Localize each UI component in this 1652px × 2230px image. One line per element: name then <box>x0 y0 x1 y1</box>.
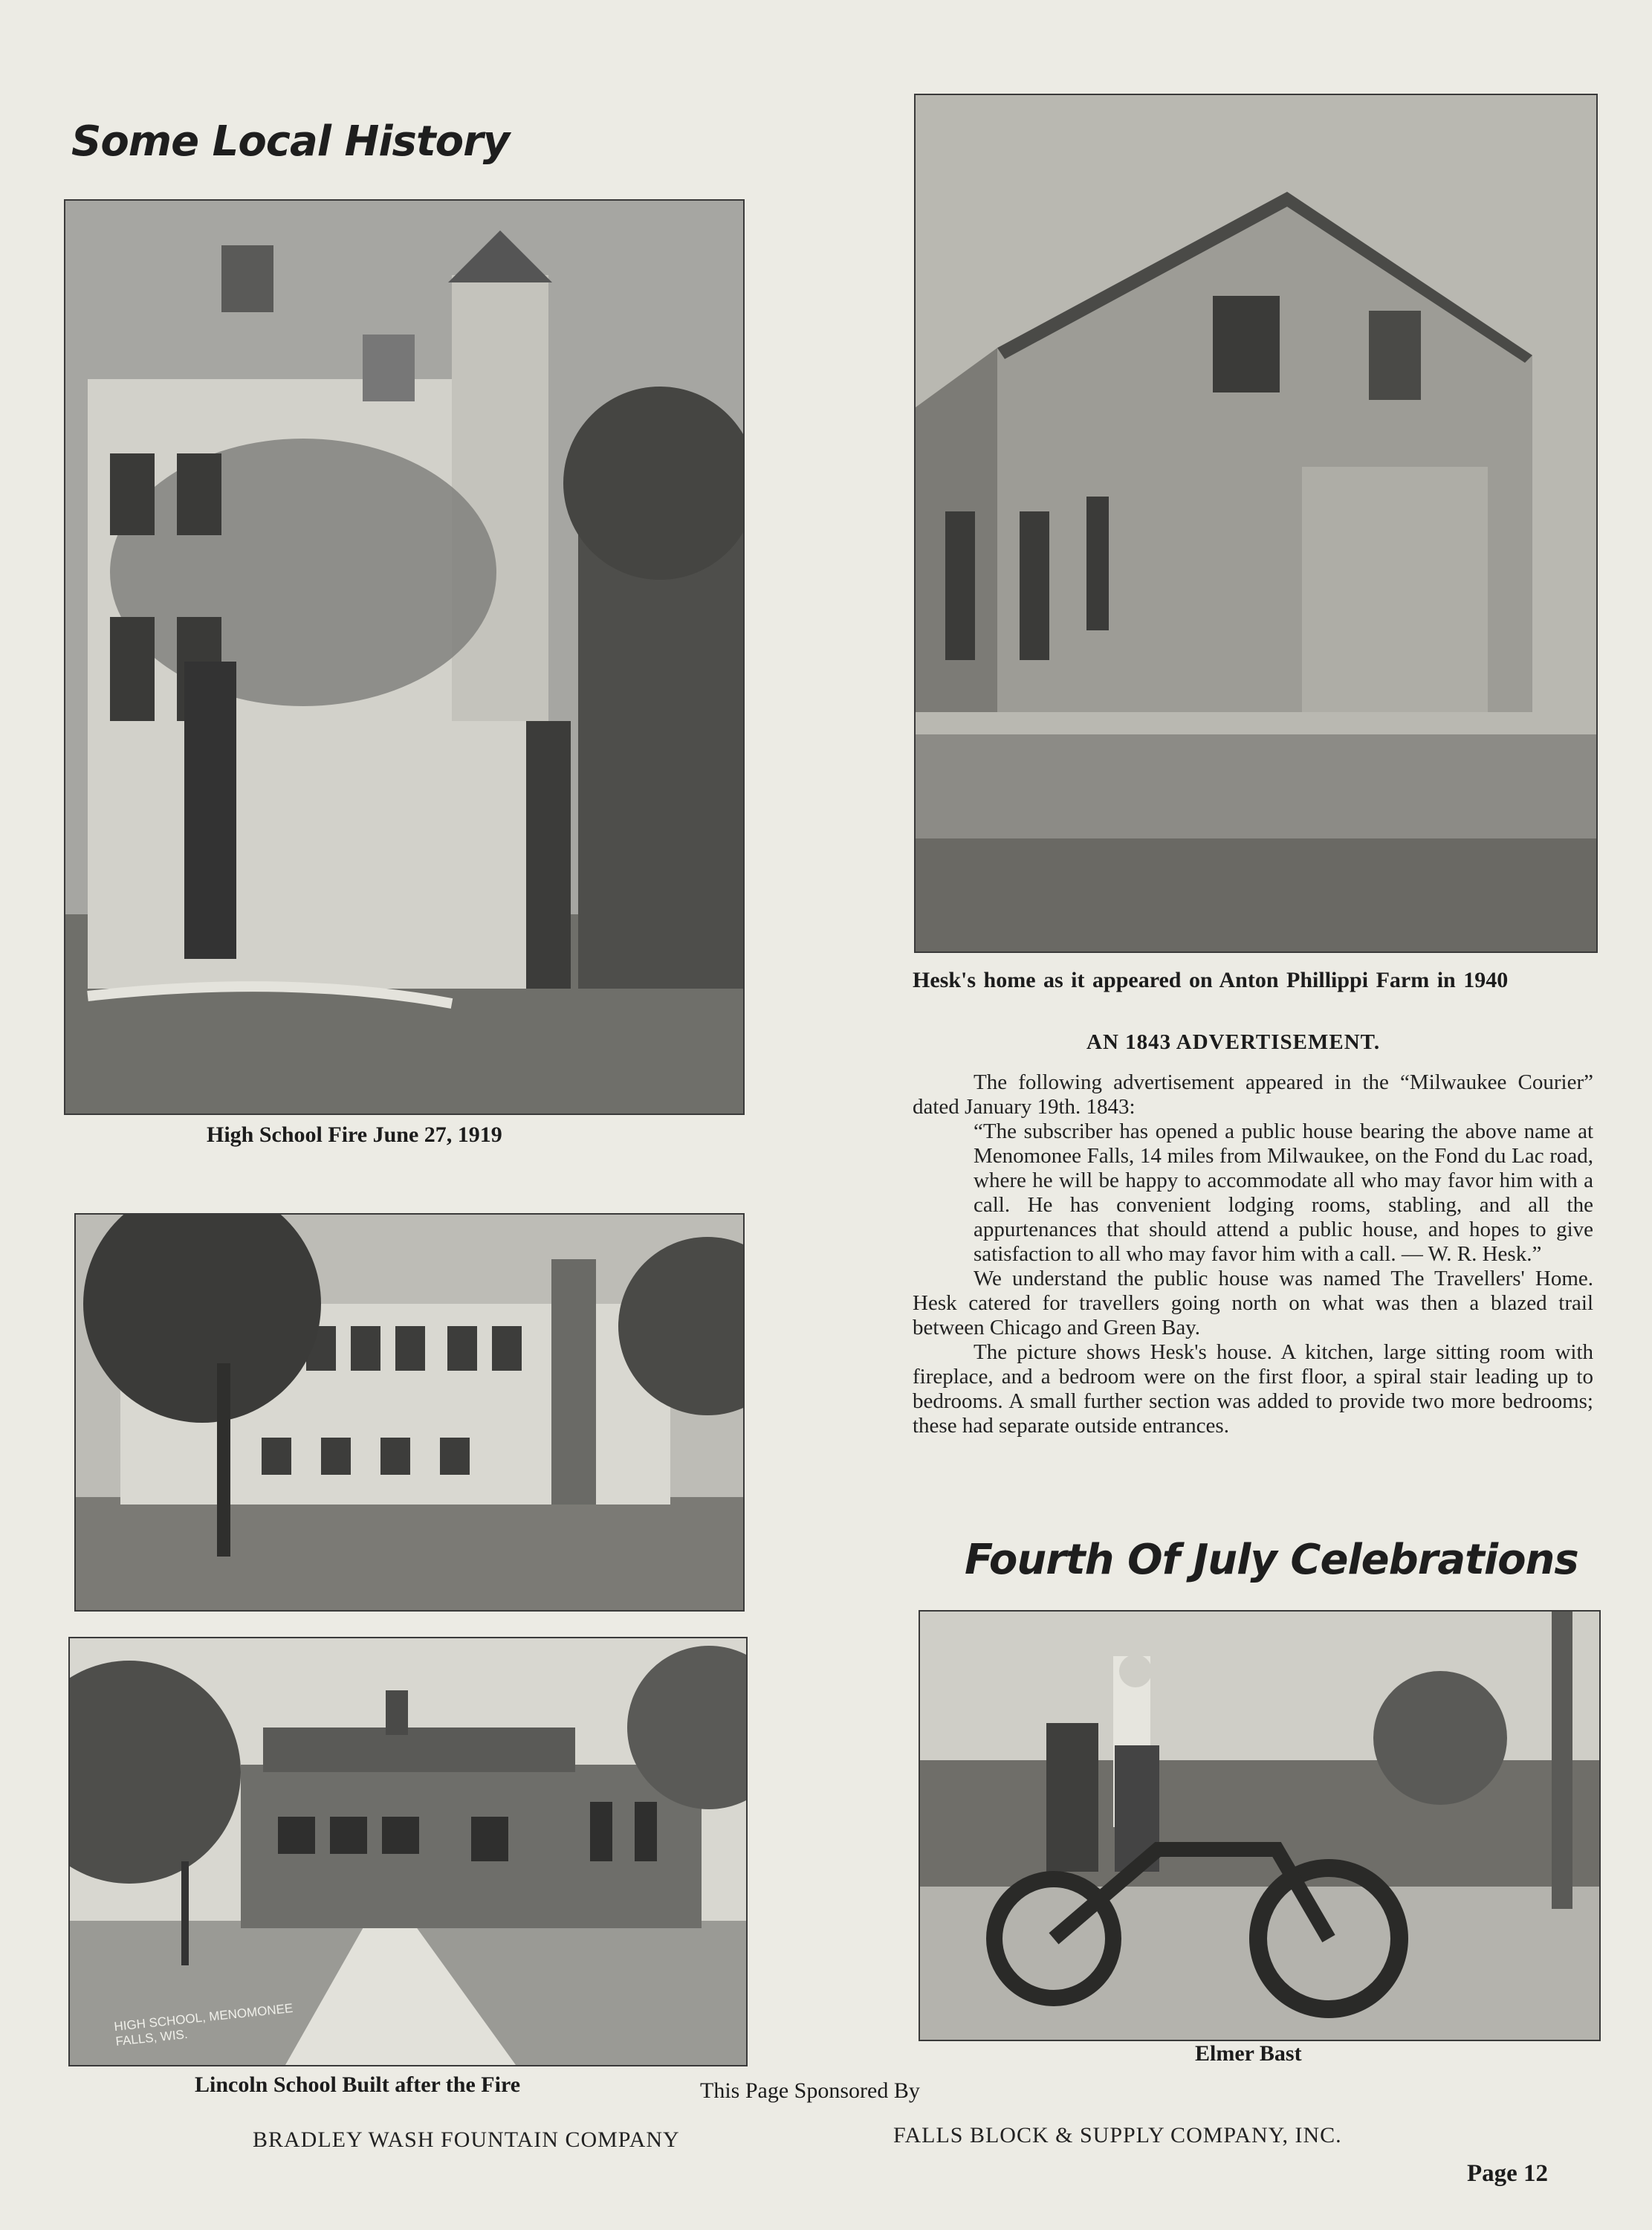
burned-ruins-photo <box>74 1213 745 1612</box>
advertisement-paragraph-3: The picture shows Hesk's house. A kitchen, large sitting room with fireplace, and a bedroom were on the first floor, a spiral stair leading up to bedrooms. A small further section was added to provide two more bedrooms; these had separate outside entrances. <box>913 1340 1593 1438</box>
postcard-inscription: HIGH SCHOOL, MENOMONEE FALLS, WIS. <box>113 2000 294 2049</box>
hesk-home-photo <box>914 94 1598 953</box>
advertisement-heading: AN 1843 ADVERTISEMENT. <box>1086 1030 1381 1054</box>
advertisement-paragraph-2: We understand the public house was named The Travellers' Home. Hesk catered for travellers going north on what was then a blazed trail between Chicago and Green Bay. <box>913 1267 1593 1339</box>
hesk-home-caption: Hesk's home as it appeared on Anton Phillippi Farm in 1940 <box>913 968 1509 992</box>
high-school-fire-photo <box>64 199 745 1115</box>
elmer-bast-caption: Elmer Bast <box>1195 2041 1302 2066</box>
advertisement-quote: “The subscriber has opened a public house bearing the above name at Menomonee Falls, 14 miles from Milwaukee, on the Fond du Lac road, where he will be happy to accommodate all who may favor him with a call. He has convenient lodging rooms, stabling, and all the appurtenances that should attend a public house, and hopes to give satisfaction to all who may favor him with a call. — W. R. Hesk.” <box>974 1119 1593 1266</box>
page-number: Page 12 <box>1467 2160 1549 2187</box>
page-title: Some Local History <box>71 117 510 166</box>
advertisement-intro: The following advertisement appeared in the “Milwaukee Courier” dated January 19th. 1843: <box>913 1070 1593 1119</box>
advertisement-text <box>913 1070 1593 1438</box>
sponsor-label: This Page Sponsored By <box>700 2078 920 2103</box>
lincoln-school-photo <box>68 1637 748 2066</box>
lincoln-school-caption: Lincoln School Built after the Fire <box>195 2072 521 2097</box>
sponsor-right: FALLS BLOCK & SUPPLY COMPANY, INC. <box>893 2123 1342 2147</box>
sponsor-left: BRADLEY WASH FOUNTAIN COMPANY <box>253 2127 680 2152</box>
elmer-bast-photo <box>919 1610 1601 2041</box>
high-school-fire-caption: High School Fire June 27, 1919 <box>207 1122 502 1147</box>
fourth-of-july-heading: Fourth Of July Celebrations <box>965 1536 1578 1584</box>
